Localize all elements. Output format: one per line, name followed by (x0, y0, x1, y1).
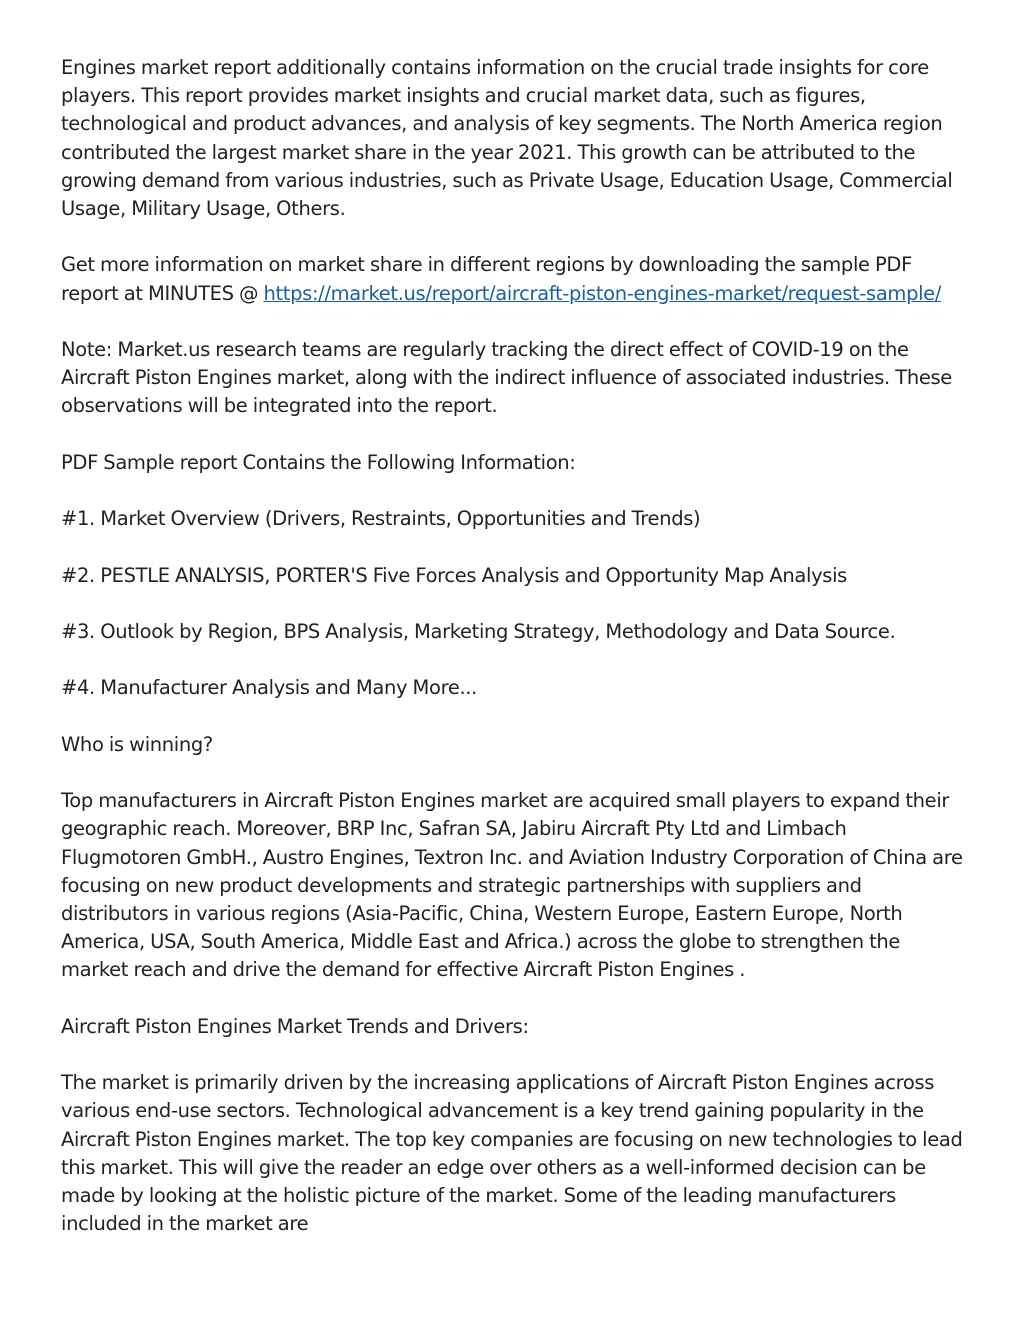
paragraph-market-intro: Engines market report additionally contains information on the crucial trade insights for core players. This report provides market insights and crucial market data, such as figures, technological and product advances, and analysis of key segments. The North America region contributed the largest market share in the year 2021. This growth can be attributed to the growing demand from various industries, such as Private Usage, Education Usage, Commercial Usage, Military Usage, Others. (61, 56, 953, 221)
list-item-pestle-analysis: #2. PESTLE ANALYSIS, PORTER'S Five Forces Analysis and Opportunity Map Analysis (61, 563, 847, 587)
list-item-manufacturer-analysis: #4. Manufacturer Analysis and Many More... (61, 676, 478, 700)
paragraph-covid-note: Note: Market.us research teams are regularly tracking the direct effect of COVID-19 on the Aircraft Piston Engines market, along with the indirect influence of associated industries. These observations will be integrated into the report. (61, 338, 952, 418)
sample-request-text: Get more information on market share in different regions by downloading the sample PDF report at MINUTES @ (61, 253, 912, 305)
sample-request-link[interactable]: https://market.us/report/aircraft-piston-engines-market/request-sample/ (263, 281, 942, 305)
document-body (61, 54, 966, 1267)
section-heading-who-is-winning: Who is winning? (61, 732, 213, 756)
section-heading-trends-drivers: Aircraft Piston Engines Market Trends and Drivers: (61, 1014, 529, 1038)
paragraph-market-drivers: The market is primarily driven by the increasing applications of Aircraft Piston Engines across various end-use sectors. Technological advancement is a key trend gaining popularity in the Aircraft Piston Engines market. The top key companies are focusing on new technologies to lead this market. This will give the reader an edge over others as a well-informed decision can be made by looking at the holistic picture of the market. Some of the leading manufacturers included in the market are (61, 1071, 963, 1236)
paragraph-sample-contents-heading: PDF Sample report Contains the Following Information: (61, 450, 576, 474)
list-item-outlook-by-region: #3. Outlook by Region, BPS Analysis, Marketing Strategy, Methodology and Data Source. (61, 619, 896, 643)
paragraph-sample-request (61, 251, 966, 307)
paragraph-top-manufacturers: Top manufacturers in Aircraft Piston Engines market are acquired small players to expand their geographic reach. Moreover, BRP Inc, Safran SA, Jabiru Aircraft Pty Ltd and Limbach Flugmotoren GmbH., Austro Engines, Textron Inc. and Aviation Industry Corporation of China are focusing on new product developments and strategic partnerships with suppliers and distributors in various regions (Asia-Pacific, China, Western Europe, Eastern Europe, North America, USA, South America, Middle East and Africa.) across the globe to strengthen the market reach and drive the demand for effective Aircraft Piston Engines . (61, 789, 963, 982)
list-item-market-overview: #1. Market Overview (Drivers, Restraints, Opportunities and Trends) (61, 507, 701, 531)
